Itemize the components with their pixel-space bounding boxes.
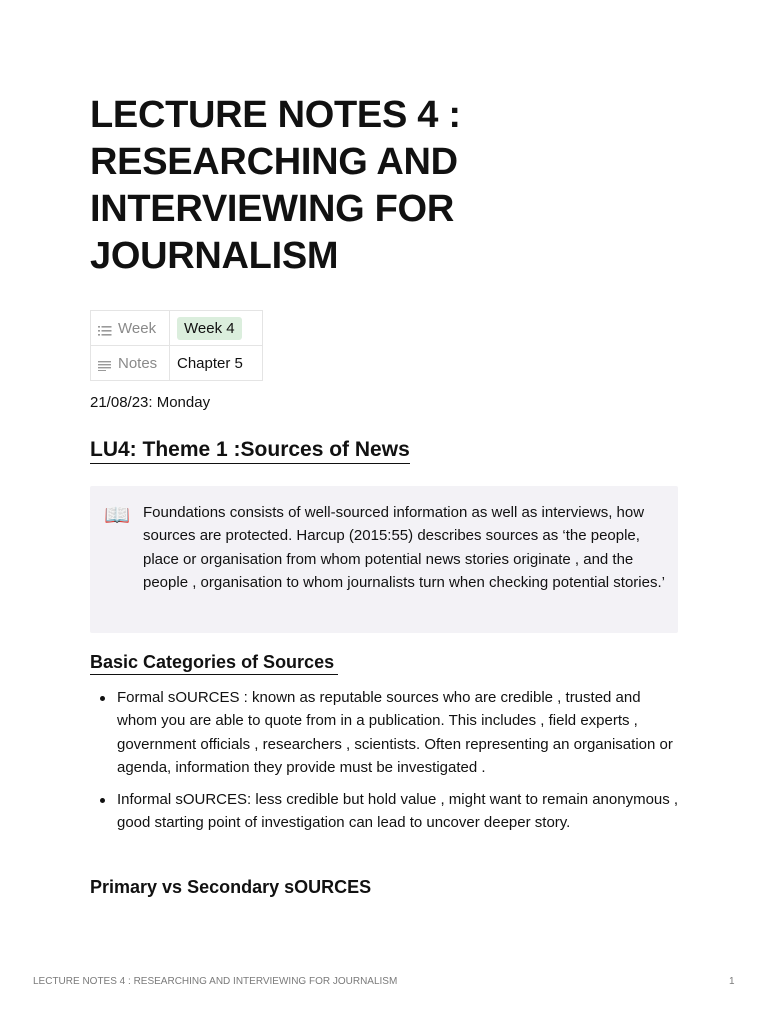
property-value-cell [170,311,263,346]
property-key-cell [91,346,170,381]
callout-box [90,486,678,633]
subheading-primary-secondary: Primary vs Secondary sOURCES [90,877,372,897]
footer-title: LECTURE NOTES 4 : RESEARCHING AND INTERVIEWING FOR JOURNALISM [33,976,398,987]
property-key-label: Week [118,319,157,337]
property-value[interactable]: Chapter 5 [170,346,263,381]
list-item [90,686,682,779]
page-number: 1 [729,976,735,987]
bullet-list [90,686,682,844]
bullet-dot [100,696,105,701]
week-tag[interactable]: Week 4 [177,317,242,340]
subheading-basic-categories: Basic Categories of Sources [90,652,338,675]
callout-text: Foundations consists of well-sourced information as well as interviews, how sources are protected. Harcup (2015:55) describes sources as ‘the people, place or organisation from whom potential news stories originate , and the people , organisation to whom journalists turn when checking potential stories.’ [143,504,665,591]
list-icon [98,326,112,336]
bullet-dot [100,798,105,803]
list-item-text: Informal sOURCES: less credible but hold value , might want to remain anonymous , good starting point of investigation can lead to uncover deeper story. [117,791,679,832]
list-item [90,788,682,835]
date-line: 21/08/23: Monday [90,394,211,411]
open-book-icon: 📖 [104,504,131,527]
property-row-week [91,311,263,346]
property-key-cell [91,311,170,346]
property-row-notes [91,346,263,381]
list-item-text: Formal sOURCES : known as reputable sources who are credible , trusted and whom you are able to quote from in a publication. This includes , field experts , government officials , researchers , scientists. Often representing an organisation or agenda, information they provide must be investigated . [117,689,673,776]
section-heading: LU4: Theme 1 :Sources of News [90,438,410,464]
page-title: LECTURE NOTES 4 : RESEARCHING AND INTERVIEWING FOR JOURNALISM [90,94,461,277]
text-lines-icon [98,361,112,371]
property-key-label: Notes [118,354,158,372]
properties-table [90,310,263,381]
